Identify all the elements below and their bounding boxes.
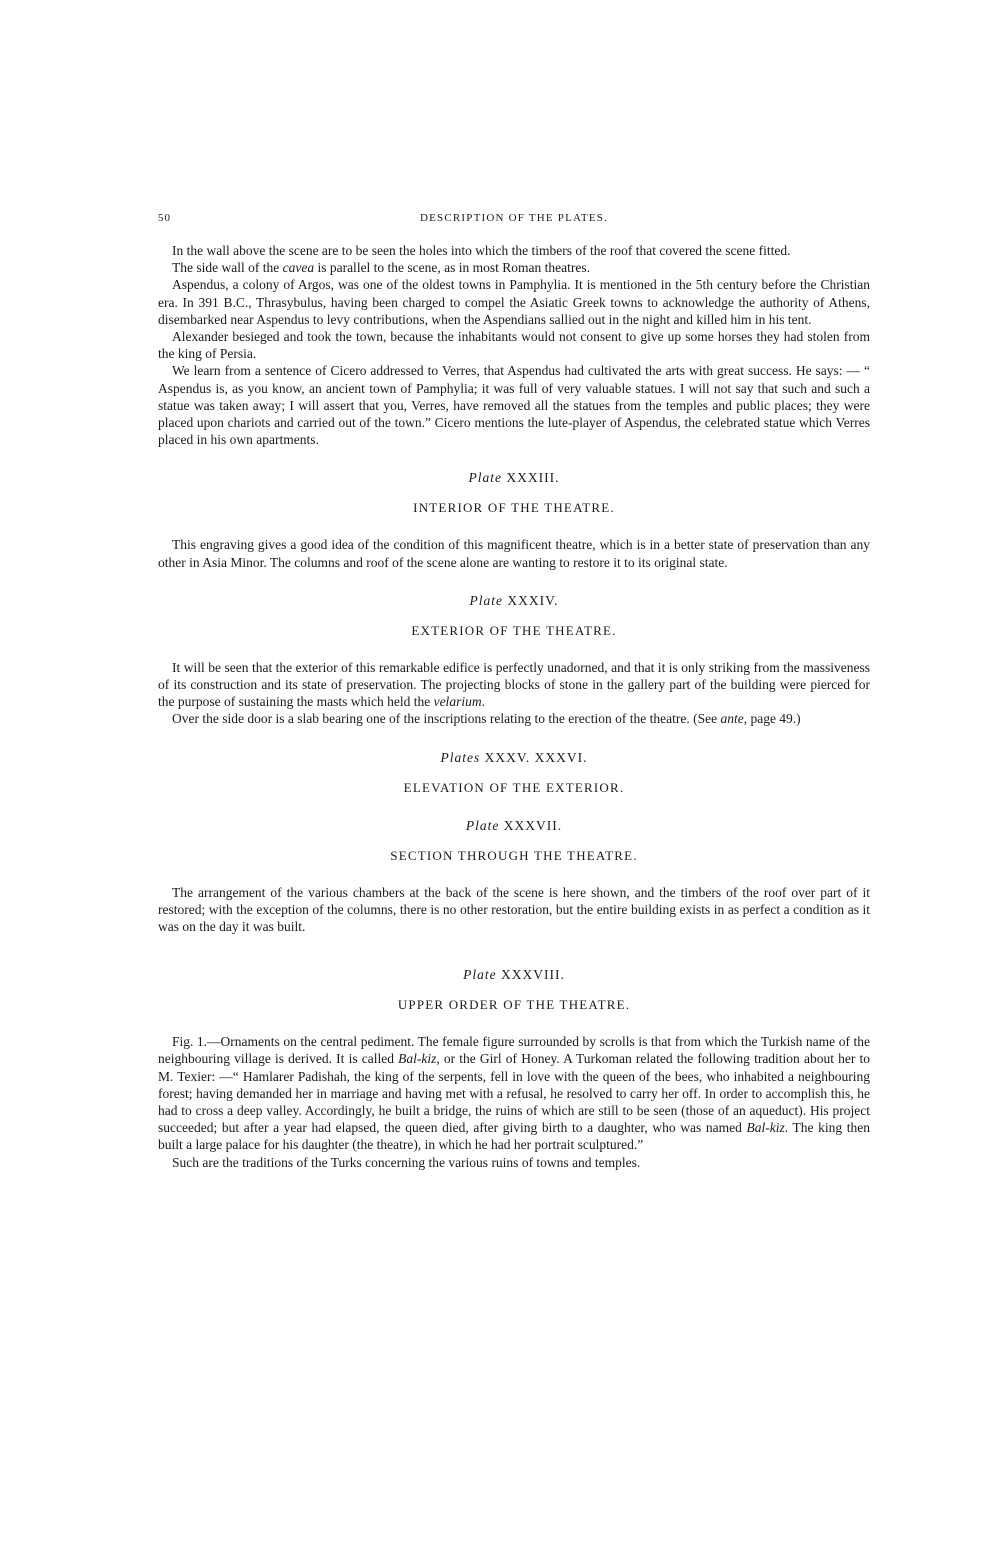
- intro-paragraph-3: Aspendus, a colony of Argos, was one of the oldest towns in Pamphylia. It is mentioned in the 5th century before the Christian era. In 391 B.C., Thrasybulus, having been charged to compel the Asiatic Greek towns to acknowledge the authority of Athens, disembarked near Aspendus to levy contributions, when the Aspendians sallied out in the night and killed him in his tent.: [158, 277, 870, 327]
- intro-paragraph-1: In the wall above the scene are to be seen the holes into which the timbers of the roof that covered the scene fitted.: [172, 243, 791, 258]
- running-head: [158, 210, 870, 232]
- plate-xxxvii-title: SECTION THROUGH THE THEATRE.: [390, 847, 638, 863]
- plates-xxxv-xxxvi-label: Plates XXXV. XXXVI.: [440, 749, 588, 765]
- plate-xxxviii-label: Plate XXXVIII.: [463, 967, 565, 983]
- running-title: DESCRIPTION OF THE PLATES.: [419, 212, 609, 224]
- plates-xxxv-xxxvi-title: ELEVATION OF THE EXTERIOR.: [403, 779, 625, 795]
- plate-xxxviii-paragraph-2: Such are the traditions of the Turks concerning the various ruins of towns and temples.: [172, 1154, 641, 1170]
- plate-xxxviii-title: UPPER ORDER OF THE THEATRE.: [397, 997, 631, 1013]
- plate-xxxiv-paragraph-1: It will be seen that the exterior of this remarkable edifice is perfectly unadorned, and that it is only striking from the massiveness of its construction and its state of preservation. The projecting blocks of stone in the gallery part of the building were pierced for the purpose of sustaining the masts which held the velarium.: [158, 659, 870, 710]
- plate-xxxviii-paragraph-1: Fig. 1.—Ornaments on the central pediment. The female figure surrounded by scrolls is that from which the Turkish name of the neighbouring village is derived. It is called Bal-kiz, or the Girl of Honey. A Turkoman related the following tradition about her to M. Texier: —“ Hamlarer Padishah, the king of the serpents, fell in love with the queen of the bees, who inhabited a neighbouring forest; having demanded her in marriage and having met with a refusal, he resolved to carry her off. In order to accomplish this, he had to cross a deep valley. Accordingly, he built a bridge, the ruins of which are still to be seen (those of an aqueduct). His project succeeded; but after a year had elapsed, the queen died, after giving birth to a daughter, who was named Bal-kiz. The king then built a large palace for his daughter (the theatre), in which he had her portrait sculptured.”: [158, 1034, 870, 1153]
- page-number: 50: [158, 212, 171, 224]
- intro-paragraph-2: The side wall of the cavea is parallel to the scene, as in most Roman theatres.: [172, 260, 591, 276]
- plate-xxxvii-paragraph: The arrangement of the various chambers at the back of the scene is here shown, and the timbers of the roof over part of it restored; with the exception of the columns, there is no other restoration, but the entire building exists in as perfect a condition as it was on the day it was built.: [158, 884, 870, 935]
- plate-xxxiii-label: Plate XXXIII.: [468, 470, 560, 486]
- plate-xxxiv-title: EXTERIOR OF THE THEATRE.: [411, 622, 617, 638]
- document-page: [158, 210, 870, 1171]
- plate-xxxiv-label: Plate XXXIV.: [469, 592, 559, 608]
- spacer: [158, 935, 870, 945]
- plate-xxxiv-paragraph-2: Over the side door is a slab bearing one of the inscriptions relating to the erection of the theatre. (See ante, page 49.): [172, 711, 801, 727]
- intro-paragraph-5: We learn from a sentence of Cicero addressed to Verres, that Aspendus had cultivated the arts with great success. He says: — “ Aspendus is, as you know, an ancient town of Pamphylia; it was full of very valuable statues. I will not say that such and such a statue was taken away; I will assert that you, Verres, have removed all the statues from the temples and public places; they were placed upon chariots and carried out of the town.” Cicero mentions the lute-player of Aspendus, the celebrated statue which Verres placed in his own apartments.: [158, 363, 870, 448]
- plate-xxxvii-label: Plate XXXVII.: [465, 817, 563, 833]
- plate-xxxiii-paragraph: This engraving gives a good idea of the condition of this magnificent theatre, which is in a better state of preservation than any other in Asia Minor. The columns and roof of the scene alone are wanting to restore it to its original state.: [158, 537, 870, 570]
- plate-xxxiii-title: INTERIOR OF THE THEATRE.: [413, 500, 615, 516]
- intro-paragraph-4: Alexander besieged and took the town, because the inhabitants would not consent to give up some horses they had stolen from the king of Persia.: [158, 329, 870, 362]
